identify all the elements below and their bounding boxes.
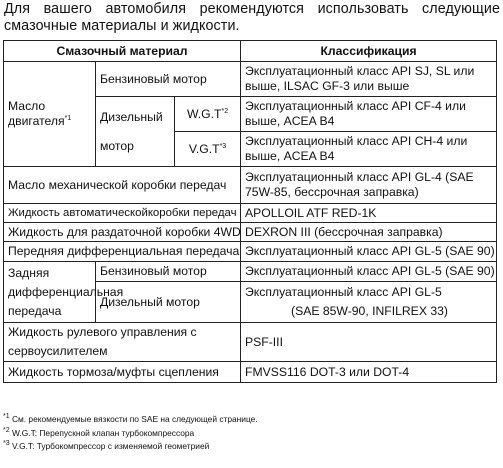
engine-oil-wgt-label: $W.G.T^{*2}$ — [175, 97, 241, 132]
header-classification: Классификация — [241, 41, 497, 62]
engine-oil-vgt-label: $V.G.T^{*3}$ — [175, 132, 241, 167]
rear-differential-petrol-label: Бензиновый мотор — [96, 262, 241, 282]
transfer-case-label: Жидкость для раздаточной коробки 4WD — [4, 223, 241, 242]
table-row — [4, 323, 497, 362]
rear-differential-diesel-spec-line1: Эксплуатационный класс API GL-5 — [245, 285, 442, 299]
manual-gearbox-spec: Эксплуатационный класс API GL-4 (SAE 75W-85, бессрочная заправка) — [241, 167, 497, 204]
lubricants-table — [3, 40, 497, 383]
footnote-mark: *1 — [64, 114, 72, 122]
header-material: Смазочный материал — [4, 41, 241, 62]
transfer-case-spec: DEXRON III (бессрочная заправка) — [241, 223, 497, 242]
front-differential-label: Передняя дифференциальная передача — [4, 242, 241, 262]
table-row — [4, 262, 497, 282]
brake-clutch-spec: FMVSS116 DOT-3 или DOT-4 — [241, 362, 497, 383]
footnote: $^{*2}$ W.G.T: Перепускной клапан турбокомпрессора — [3, 426, 195, 438]
table-row — [4, 362, 497, 383]
table-row — [4, 223, 497, 242]
engine-oil-vgt-spec: Эксплуатационный класс API CH-4 или выше, ACEA B4 — [241, 132, 497, 167]
footnote: $^{*1}$ См. рекомендуемые вязкости по SAE на следующей странице. — [3, 413, 258, 424]
automatic-gearbox-spec: APOLLOIL ATF RED-1K — [241, 204, 497, 223]
rear-differential-diesel-spec-line2: (SAE 85W-90, INFILREX 33) — [291, 304, 448, 318]
rear-differential-label: Задняя дифференциальная передача — [4, 262, 96, 323]
footnotes — [3, 413, 499, 454]
manual-gearbox-label: Масло механической коробки передач — [4, 167, 241, 204]
rear-differential-petrol-spec: Эксплуатационный класс API GL-5 (SAE 90) — [241, 262, 497, 282]
footnote-mark: *2 — [221, 107, 229, 115]
engine-oil-petrol-label: Бензиновый мотор — [96, 62, 241, 97]
table-row — [4, 204, 497, 223]
table-header-row — [4, 41, 497, 62]
rear-differential-diesel-spec — [241, 282, 497, 323]
table-row — [4, 242, 497, 262]
power-steering-label: Жидкость рулевого управления с сервоусилителем — [4, 323, 241, 362]
engine-oil-diesel-label: Дизельный мотор — [96, 97, 175, 167]
brake-clutch-label: Жидкость тормоза/муфты сцепления — [4, 362, 241, 383]
table-row — [4, 62, 497, 97]
power-steering-spec: PSF-III — [241, 323, 497, 362]
intro-text: Для вашего автомобиля рекомендуются использовать следующие смазочные материалы и жидкости. — [4, 1, 500, 34]
table-row — [4, 167, 497, 204]
engine-oil-label: Масло двигателя$^{*1}$ — [4, 62, 96, 167]
footnote-mark: *3 — [219, 142, 227, 150]
engine-oil-wgt-spec: Эксплуатационный класс API CF-4 или выше, ACEA B4 — [241, 97, 497, 132]
engine-oil-petrol-spec: Эксплуатационный класс API SJ, SL или выше, ILSAC GF-3 или выше — [241, 62, 497, 97]
front-differential-spec: Эксплуатационный класс API GL-5 (SAE 90) — [241, 242, 497, 262]
rear-differential-diesel-label: Дизельный мотор — [96, 282, 241, 323]
automatic-gearbox-label: Жидкость автоматическойкоробки передач — [4, 204, 241, 223]
footnote: $^{*3}$ V.G.T: Турбокомпрессор с изменяемой геометрией — [3, 440, 210, 451]
